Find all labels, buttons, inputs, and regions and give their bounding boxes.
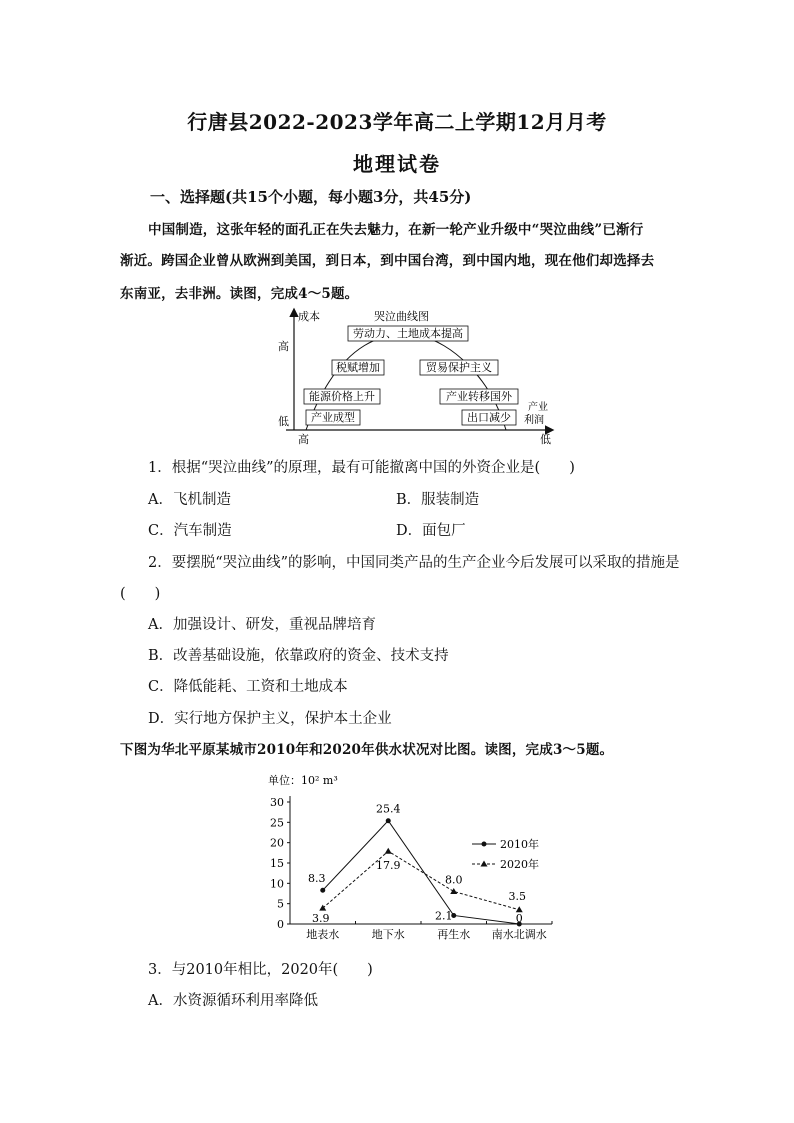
water-supply-chart [260,768,560,944]
q2-option-c[interactable]: C．降低能耗、工资和土地成本 [148,679,348,695]
box-left-middle: 能源价格上升 [309,390,375,403]
x-axis-label-2: 利润 [524,415,544,426]
y-tick-label: 15 [270,857,284,870]
q2-option-b[interactable]: B．改善基础设施，依靠政府的资金、技术支持 [148,648,449,664]
box-left-bottom: 产业成型 [311,411,355,424]
data-label: 3.9 [312,912,330,926]
passage1-line1: 中国制造，这张年轻的面孔正在失去魅力，在新一轮产业升级中“哭泣曲线”已渐行 [148,222,644,238]
data-label: 17.9 [376,859,401,873]
data-point-2020 [385,848,392,854]
data-label: 25.4 [376,802,401,816]
exam-subtitle: 地理试卷 [353,152,441,176]
passage1-line2: 渐近。跨国企业曾从欧洲到美国，到日本，到中国台湾，到中国内地，现在他们却选择去 [120,253,655,269]
q3-option-a[interactable]: A．水资源循环利用率降低 [148,993,318,1009]
box-left-upper: 税赋增加 [336,361,380,374]
data-point-2010 [320,888,325,893]
q3-stem: 3．与2010年相比，2020年( ) [148,962,373,978]
box-right-upper: 贸易保护主义 [426,361,492,374]
legend-label: 2020年 [500,858,539,871]
y-tick-label: 0 [277,918,284,931]
y-axis-label: 成本 [298,310,320,323]
y-tick-label: 10 [270,877,284,891]
chart-ylabel: 单位：10² m³ [268,774,338,787]
x-tick-label: 再生水 [437,928,471,941]
data-point-2010 [386,818,391,823]
x-high-label: 高 [298,433,309,446]
y-tick-label: 30 [270,796,284,809]
q2-stem: 2．要摆脱“哭泣曲线”的影响，中国同类产品的生产企业今后发展可以采取的措施是 [148,555,680,571]
legend-marker [482,842,487,847]
q2-stem-cont: ( ) [120,586,161,602]
data-label: 8.3 [308,872,326,886]
y-high-label: 高 [278,340,289,353]
q1-option-c[interactable]: C．汽车制造 [148,523,232,539]
x-tick-label: 南水北调水 [491,928,547,941]
x-axis-label-1: 产业 [528,402,548,413]
box-right-middle: 产业转移国外 [446,390,512,403]
q2-option-d[interactable]: D．实行地方保护主义，保护本土企业 [148,711,392,727]
section-heading: 一、选择题(共15个小题，每小题3分，共45分) [150,188,472,206]
x-tick-label: 地下水 [371,928,405,941]
data-label: 0 [515,912,523,925]
data-label: 3.5 [508,889,526,903]
y-tick-label: 25 [270,816,284,830]
data-label: 2.1 [435,909,453,923]
y-tick-label: 20 [270,836,284,850]
x-low-label: 低 [540,433,551,446]
data-point-2020 [516,906,523,912]
x-tick-label: 地表水 [306,928,340,941]
series-line-2010年 [323,821,520,924]
box-top: 劳动力、土地成本提高 [353,327,463,340]
legend-marker [481,861,488,867]
box-right-bottom: 出口减少 [467,411,511,424]
legend-label: 2010年 [500,838,539,851]
data-point-2020 [450,888,457,894]
series-line-2020年 [323,851,520,910]
data-point-2020 [319,905,326,911]
exam-title: 行唐县2022-2023学年高二上学期12月月考 [187,110,607,134]
q1-option-d[interactable]: D．面包厂 [396,523,466,539]
passage1-line3: 东南亚，去非洲。读图，完成4～5题。 [120,286,359,302]
passage2-line1: 下图为华北平原某城市2010年和2020年供水状况对比图。读图，完成3～5题。 [120,742,614,758]
y-tick-label: 5 [277,897,284,911]
q1-option-a[interactable]: A．飞机制造 [148,492,231,508]
q2-option-a[interactable]: A．加强设计、研发，重视品牌培育 [148,617,376,633]
crying-curve-diagram [270,306,560,448]
diagram-title: 哭泣曲线图 [374,310,429,323]
q1-option-b[interactable]: B．服装制造 [396,492,480,508]
y-low-label: 低 [278,415,289,428]
data-label: 8.0 [445,873,463,887]
q1-stem: 1．根据“哭泣曲线”的原理，最有可能撤离中国的外资企业是( ) [148,460,575,476]
